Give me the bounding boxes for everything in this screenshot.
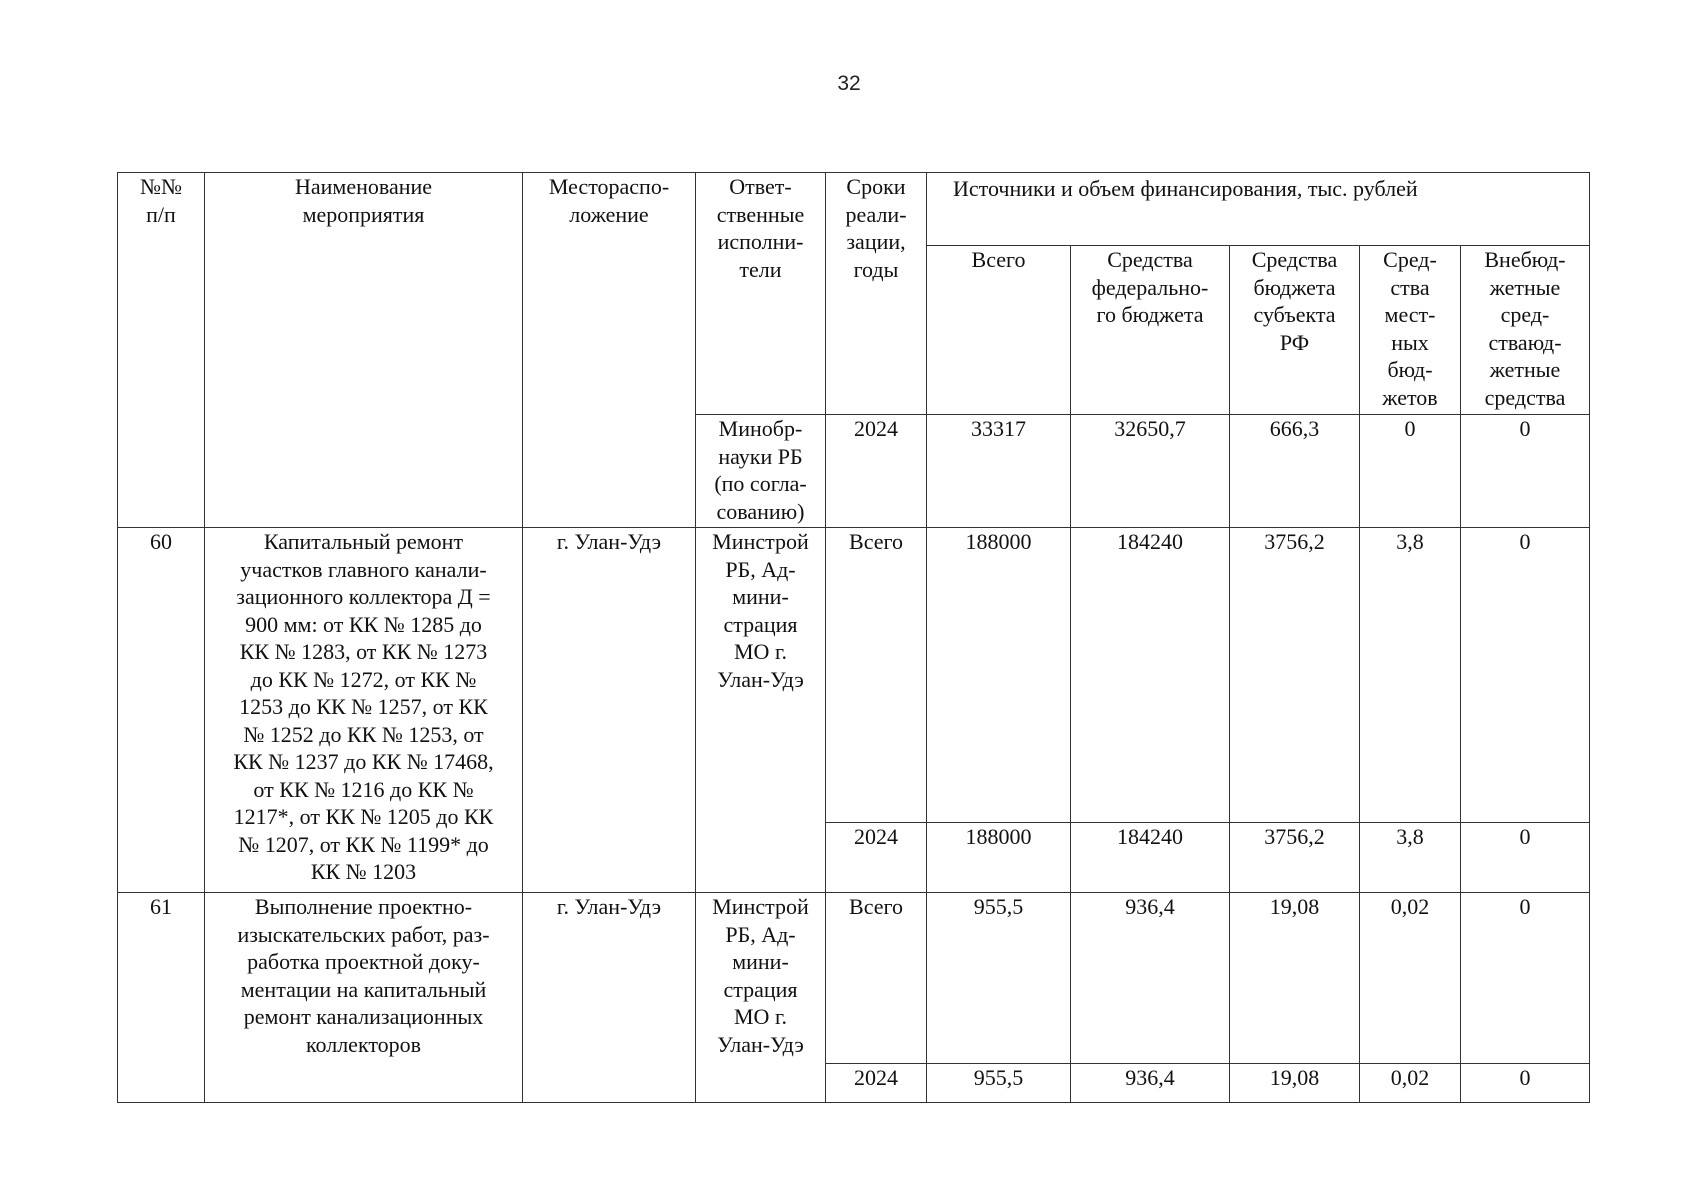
cell-name: Капитальный ремонт участков главного канали- зационного коллектора Д = 900 мм: от КК № 1285 до КК № 1283, от КК № 1273 до КК № 1272, от КК № 1253 до КК № 1257, от КК № 1252 до КК № 1253, от КК № 1237 до КК № 17468, от КК № 1216 до КК № 1217*, от КК № 1205 до КК № 1207, от КК № 1199* до КК № 1203 bbox=[205, 528, 523, 893]
cell-subject: 666,3 bbox=[1230, 415, 1360, 528]
cell-extra: 0 bbox=[1461, 415, 1590, 528]
header-total: Всего bbox=[927, 246, 1071, 415]
cell-local: 3,8 bbox=[1360, 823, 1461, 893]
cell-local: 0,02 bbox=[1360, 1064, 1461, 1103]
cell-extra: 0 bbox=[1461, 528, 1590, 823]
header-local: Сред- ства мест- ных бюд- жетов bbox=[1360, 246, 1461, 415]
header-federal: Средства федерально- го бюджета bbox=[1071, 246, 1230, 415]
cell-federal: 184240 bbox=[1071, 528, 1230, 823]
cell-federal: 936,4 bbox=[1071, 1064, 1230, 1103]
header-subject: Средства бюджета субъекта РФ bbox=[1230, 246, 1360, 415]
cell-total: 955,5 bbox=[927, 893, 1071, 1064]
cell-subject: 19,08 bbox=[1230, 1064, 1360, 1103]
cell-federal: 184240 bbox=[1071, 823, 1230, 893]
cell-extra: 0 bbox=[1461, 1064, 1590, 1103]
cell-total: 188000 bbox=[927, 823, 1071, 893]
cell-local: 0,02 bbox=[1360, 893, 1461, 1064]
header-row bbox=[118, 173, 1590, 246]
header-extra: Внебюд- жетные сред- стваюд- жетные средства bbox=[1461, 246, 1590, 415]
cell-name: Выполнение проектно- изыскательских работ, раз- работка проектной доку- ментации на капитальный ремонт канализационных коллекторов bbox=[205, 893, 523, 1103]
cell-extra: 0 bbox=[1461, 893, 1590, 1064]
cell-num: 60 bbox=[118, 528, 205, 893]
cell-local: 0 bbox=[1360, 415, 1461, 528]
cell-period: Всего bbox=[826, 528, 927, 823]
cell-responsible: Минобр- науки РБ (по согла- сованию) bbox=[696, 415, 826, 528]
table-row bbox=[118, 528, 1590, 823]
header-name: Наименование мероприятия bbox=[205, 173, 523, 528]
page-number: 32 bbox=[837, 72, 861, 95]
cell-federal: 936,4 bbox=[1071, 893, 1230, 1064]
cell-period: 2024 bbox=[826, 823, 927, 893]
header-responsible: Ответ- ственные исполни- тели bbox=[696, 173, 826, 415]
cell-subject: 3756,2 bbox=[1230, 528, 1360, 823]
cell-total: 188000 bbox=[927, 528, 1071, 823]
table-row bbox=[118, 893, 1590, 1064]
cell-extra: 0 bbox=[1461, 823, 1590, 893]
cell-location: г. Улан-Удэ bbox=[523, 893, 696, 1103]
cell-responsible: Минстрой РБ, Ад- мини- страция МО г. Улан-Удэ bbox=[696, 528, 826, 893]
header-location: Местораспо- ложение bbox=[523, 173, 696, 528]
header-period: Сроки реали- зации, годы bbox=[826, 173, 927, 415]
cell-period: 2024 bbox=[826, 1064, 927, 1103]
cell-total: 33317 bbox=[927, 415, 1071, 528]
cell-responsible: Минстрой РБ, Ад- мини- страция МО г. Улан-Удэ bbox=[696, 893, 826, 1103]
cell-local: 3,8 bbox=[1360, 528, 1461, 823]
cell-period: 2024 bbox=[826, 415, 927, 528]
financing-table bbox=[117, 172, 1590, 1103]
cell-federal: 32650,7 bbox=[1071, 415, 1230, 528]
header-num: №№ п/п bbox=[118, 173, 205, 528]
cell-period: Всего bbox=[826, 893, 927, 1064]
header-sources: Источники и объем финансирования, тыс. рублей bbox=[927, 173, 1590, 246]
cell-total: 955,5 bbox=[927, 1064, 1071, 1103]
cell-subject: 19,08 bbox=[1230, 893, 1360, 1064]
cell-location: г. Улан-Удэ bbox=[523, 528, 696, 893]
cell-subject: 3756,2 bbox=[1230, 823, 1360, 893]
cell-num: 61 bbox=[118, 893, 205, 1103]
